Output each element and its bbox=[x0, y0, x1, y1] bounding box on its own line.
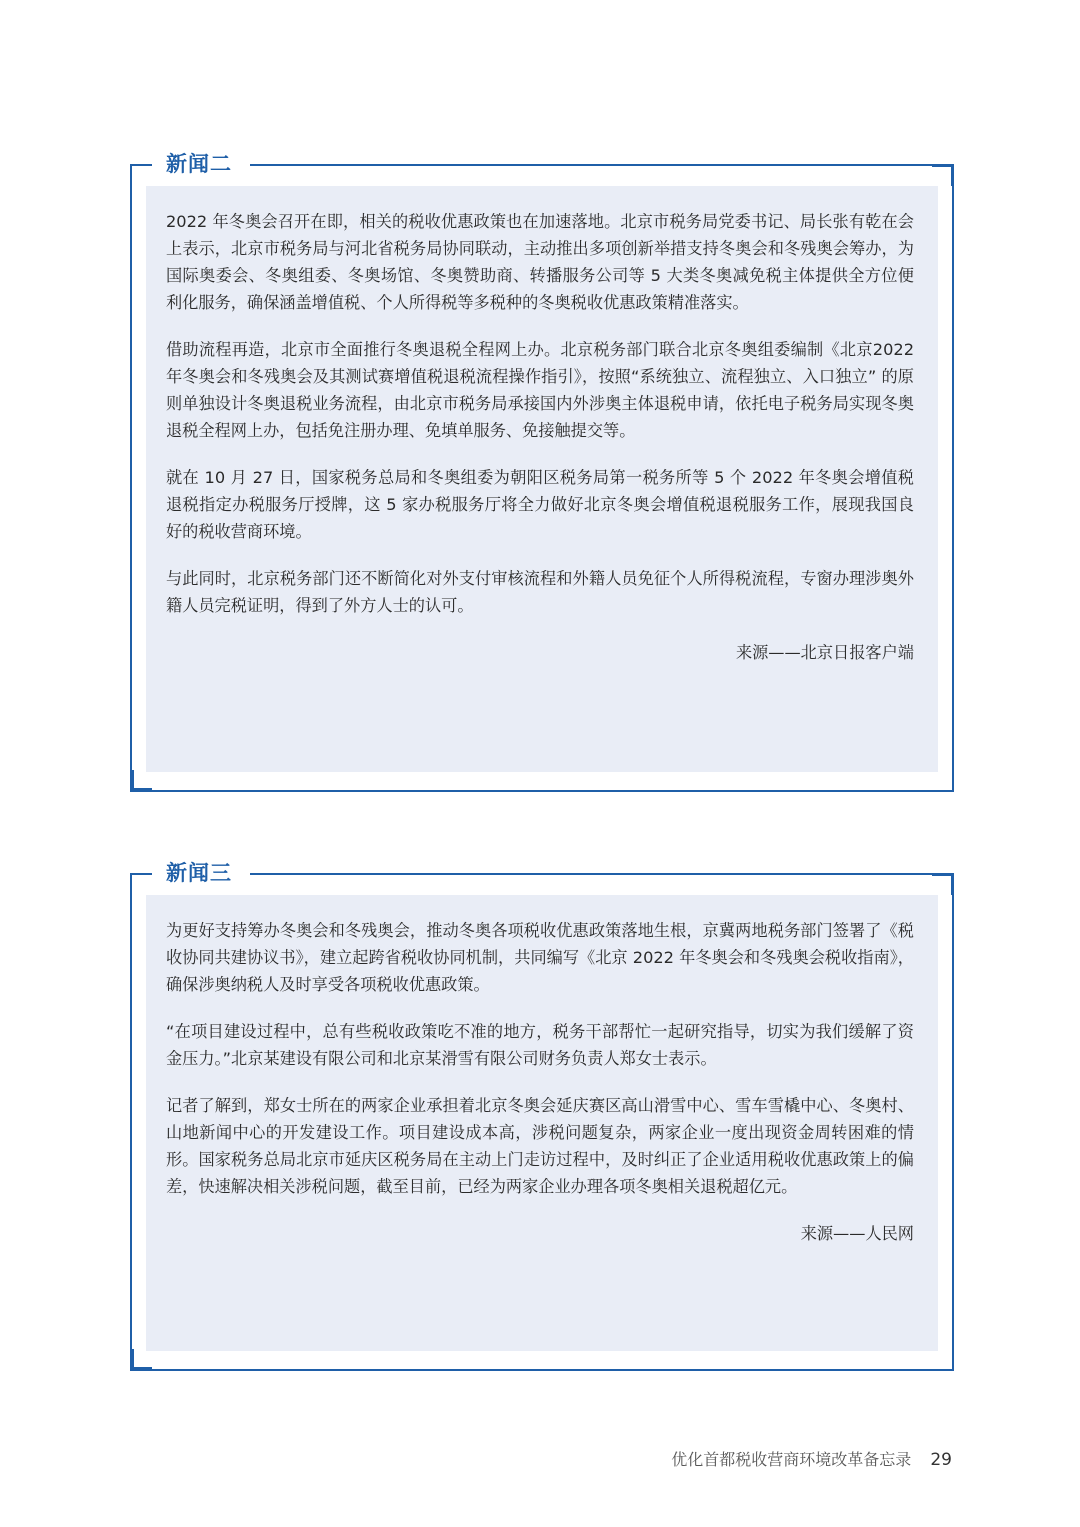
frame-corner bbox=[932, 873, 954, 876]
frame-line bbox=[250, 873, 954, 875]
news-paragraph: “在项目建设过程中，总有些税收政策吃不准的地方，税务干部帮忙一起研究指导，切实为我们缓解了资金压力。”北京某建设有限公司和北京某滑雪有限公司财务负责人郑女士表示。 bbox=[166, 1022, 914, 1068]
frame-line bbox=[952, 164, 954, 792]
news-paragraph: 借助流程再造，北京市全面推行冬奥退税全程网上办。北京税务部门联合北京冬奥组委编制《北京2022年冬奥会和冬残奥会及其测试赛增值税退税流程操作指引》，按照“系统独立、流程独立、入口独立” 的原则单独设计冬奥退税业务流程，由北京市税务局承接国内外涉奥主体退税申请，依托电子税务局实现冬奥退税全程网上办，包括免注册办理、免填单服务、免接触提交等。 bbox=[166, 340, 914, 440]
news-paragraph: 为更好支持筹办冬奥会和冬残奥会，推动冬奥各项税收优惠政策落地生根，京冀两地税务部门签署了《税收协同共建协议书》，建立起跨省税收协同机制，共同编写《北京 2022 年冬奥会和冬残奥会税收指南》，确保涉奥纳税人及时享受各项税收优惠政策。 bbox=[166, 921, 914, 994]
frame-corner bbox=[932, 164, 954, 167]
news-box-3 bbox=[130, 861, 954, 1371]
news-paragraph: 就在 10 月 27 日，国家税务总局和冬奥组委为朝阳区税务局第一税务所等 5 个 2022 年冬奥会增值税退税指定办税服务厅授牌，这 5 家办税服务厅将全力做好北京冬奥会增值税退税服务工作，展现我国良好的税收营商环境。 bbox=[166, 468, 914, 541]
frame-corner bbox=[130, 788, 152, 792]
frame-line bbox=[130, 164, 132, 792]
page-number: 29 bbox=[930, 1450, 952, 1470]
news-panel bbox=[146, 895, 938, 1351]
news-content bbox=[166, 917, 914, 1247]
frame-corner bbox=[130, 1367, 152, 1371]
news-paragraph: 2022 年冬奥会召开在即，相关的税收优惠政策也在加速落地。北京市税务局党委书记、局长张有乾在会上表示，北京市税务局与河北省税务局协同联动，主动推出多项创新举措支持冬奥会和冬残奥会筹办，为国际奥委会、冬奥组委、冬奥场馆、冬奥赞助商、转播服务公司等 5 大类冬奥减免税主体提供全方位便利化服务，确保涵盖增值税、个人所得税等多税种的冬奥税收优惠政策精准落实。 bbox=[166, 212, 914, 312]
news-panel bbox=[146, 186, 938, 772]
news-title: 新闻三 bbox=[164, 858, 240, 888]
frame-line bbox=[130, 873, 152, 875]
news-source: 来源——北京日报客户端 bbox=[735, 643, 914, 662]
frame-line bbox=[130, 790, 954, 792]
frame-line bbox=[250, 164, 954, 166]
news-paragraph: 记者了解到，郑女士所在的两家企业承担着北京冬奥会延庆赛区高山滑雪中心、雪车雪橇中心、冬奥村、山地新闻中心的开发建设工作。项目建设成本高，涉税问题复杂，两家企业一度出现资金周转困难的情形。国家税务总局北京市延庆区税务局在主动上门走访过程中，及时纠正了企业适用税收优惠政策上的偏差，快速解决相关涉税问题，截至目前，已经为两家企业办理各项冬奥相关退税超亿元。 bbox=[166, 1096, 914, 1196]
frame-line bbox=[130, 873, 132, 1371]
book-title: 优化首都税收营商环境改革备忘录 bbox=[671, 1450, 912, 1469]
news-content bbox=[166, 208, 914, 666]
news-title: 新闻二 bbox=[164, 149, 240, 179]
frame-line bbox=[130, 1369, 954, 1371]
news-box-2 bbox=[130, 152, 954, 792]
frame-line bbox=[130, 164, 152, 166]
news-paragraph: 与此同时，北京税务部门还不断简化对外支付审核流程和外籍人员免征个人所得税流程，专窗办理涉奥外籍人员完税证明，得到了外方人士的认可。 bbox=[166, 569, 914, 615]
news-source: 来源——人民网 bbox=[800, 1224, 914, 1243]
frame-line bbox=[952, 873, 954, 1371]
page-footer bbox=[671, 1447, 952, 1473]
